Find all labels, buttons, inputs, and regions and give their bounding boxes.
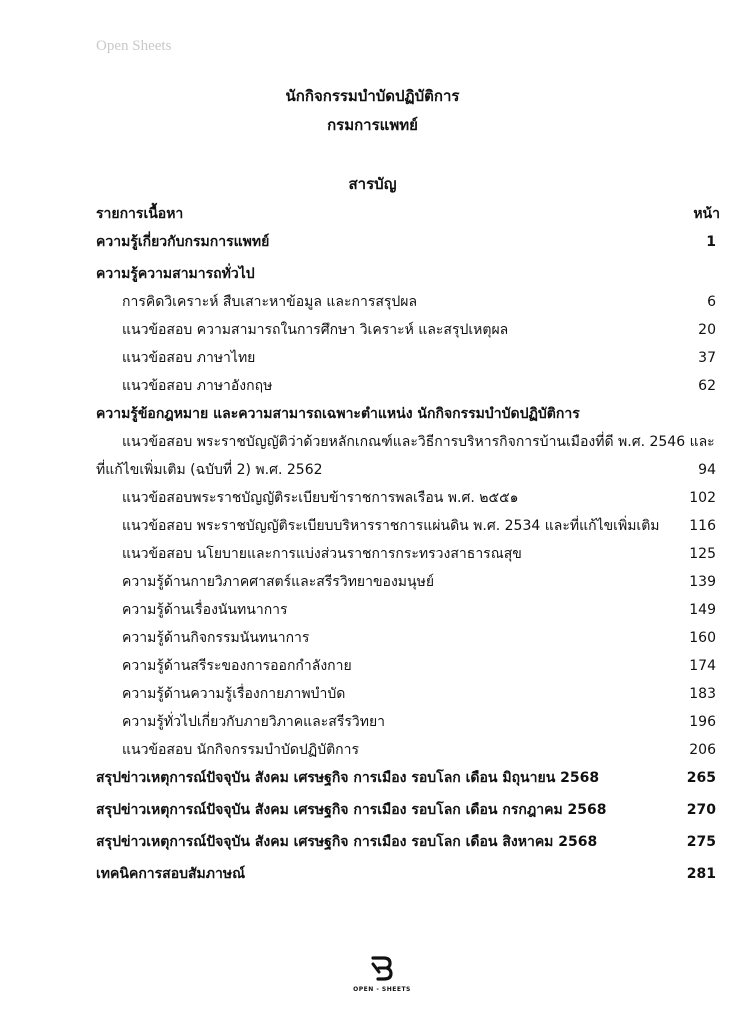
toc-entry-label: แนวข้อสอบ นโยบายและการแบ่งส่วนราชการกระทรวงสาธารณสุข: [122, 546, 522, 562]
toc-entry: [96, 680, 720, 708]
b-logo-icon: [369, 955, 395, 981]
toc-entry-label: สรุปข่าวเหตุการณ์ปัจจุบัน สังคม เศรษฐกิจ การเมือง รอบโลก เดือน กรกฎาคม 2568: [96, 802, 607, 818]
toc-entry-page: 160: [689, 630, 716, 646]
toc-entry: [96, 288, 720, 316]
toc-entry-label: ความรู้ด้านกิจกรรมนันทนาการ: [122, 630, 310, 646]
document-subtitle: กรมการแพทย์: [327, 116, 418, 134]
toc-entry-page: 270: [686, 802, 716, 818]
toc-entry: [96, 228, 720, 256]
toc-entry-label: การคิดวิเคราะห์ สืบเสาะหาข้อมูล และการสรุปผล: [122, 294, 418, 310]
toc-section: [96, 260, 720, 288]
toc-entry-page: 94: [698, 462, 716, 478]
toc-entry-label: ความรู้ด้านสรีระของการออกกำลังกาย: [122, 658, 352, 674]
toc-entry-label: ความรู้เกี่ยวกับกรมการแพทย์: [96, 234, 270, 250]
toc-entry-label: ความรู้ด้านกายวิภาคศาสตร์และสรีรวิทยาของมนุษย์: [122, 574, 435, 590]
toc-entry: [96, 596, 720, 624]
toc-section-label: ความรู้ความสามารถทั่วไป: [96, 266, 255, 282]
toc-entry-page: 20: [698, 322, 716, 338]
toc-entry: [96, 372, 720, 400]
toc-entry-wrapped-line: [96, 428, 720, 456]
toc-entry: [96, 456, 720, 484]
toc-entry-page: 62: [698, 378, 716, 394]
toc-entry: [96, 316, 720, 344]
toc-entry-page: 174: [689, 658, 716, 674]
toc-entry-page: 102: [689, 490, 716, 506]
toc-entry-page: 281: [686, 866, 716, 882]
toc-entry: [96, 708, 720, 736]
toc-entry-page: 206: [689, 742, 716, 758]
toc-entry-label: ความรู้ด้านความรู้เรื่องกายภาพบำบัด: [122, 686, 346, 702]
toc-entry-page: 149: [689, 602, 716, 618]
toc-entry-page: 265: [686, 770, 716, 786]
toc-entry: [96, 736, 720, 764]
toc-header-page: หน้า: [693, 206, 720, 222]
toc-entry-label: ที่แก้ไขเพิ่มเติม (ฉบับที่ 2) พ.ศ. 2562: [96, 462, 323, 478]
toc-entry: [96, 484, 720, 512]
table-of-contents: [96, 200, 720, 888]
toc-entry-page: 37: [698, 350, 716, 366]
toc-section-label: ความรู้ข้อกฎหมาย และความสามารถเฉพาะตำแหน่ง นักกิจกรรมบำบัดปฏิบัติการ: [96, 406, 580, 422]
toc-entry-page: 275: [686, 834, 716, 850]
logo-text: OPEN - SHEETS: [353, 986, 411, 993]
toc-entry-label: เทคนิคการสอบสัมภาษณ์: [96, 866, 246, 882]
toc-entry: [96, 796, 720, 824]
toc-entry: [96, 344, 720, 372]
toc-title: สารบัญ: [348, 175, 397, 193]
toc-entry-label: แนวข้อสอบ ภาษาอังกฤษ: [122, 378, 273, 394]
document-title: นักกิจกรรมบำบัดปฏิบัติการ: [285, 87, 460, 105]
open-sheets-logo: [352, 955, 412, 993]
toc-entry-label: แนวข้อสอบ พระราชบัญญัติระเบียบบริหารราชการแผ่นดิน พ.ศ. 2534 และที่แก้ไขเพิ่มเติม: [122, 518, 660, 534]
toc-entry-label: แนวข้อสอบ ภาษาไทย: [122, 350, 256, 366]
toc-entry-label: ความรู้ทั่วไปเกี่ยวกับภายวิภาคและสรีรวิทยา: [122, 714, 386, 730]
toc-entry-page: 6: [707, 294, 716, 310]
toc-entry-label: สรุปข่าวเหตุการณ์ปัจจุบัน สังคม เศรษฐกิจ การเมือง รอบโลก เดือน สิงหาคม 2568: [96, 834, 598, 850]
toc-entry: [96, 512, 720, 540]
toc-entry-page: 116: [689, 518, 716, 534]
toc-entry: [96, 764, 720, 792]
toc-entry-page: 139: [689, 574, 716, 590]
toc-entry-label: สรุปข่าวเหตุการณ์ปัจจุบัน สังคม เศรษฐกิจ การเมือง รอบโลก เดือน มิถุนายน 2568: [96, 770, 600, 786]
toc-entry: [96, 828, 720, 856]
toc-header: [96, 200, 720, 228]
toc-entry: [96, 652, 720, 680]
toc-entry-label: แนวข้อสอบ นักกิจกรรมบำบัดปฏิบัติการ: [122, 742, 360, 758]
toc-entry: [96, 860, 720, 888]
toc-entry-page: 196: [689, 714, 716, 730]
toc-entry: [96, 540, 720, 568]
toc-section: [96, 400, 720, 428]
toc-entry-label: ความรู้ด้านเรื่องนันทนาการ: [122, 602, 288, 618]
toc-header-content: รายการเนื้อหา: [96, 206, 184, 222]
toc-entry-page: 1: [706, 234, 716, 250]
toc-entry-page: 125: [689, 546, 716, 562]
watermark: Open Sheets: [96, 38, 172, 54]
toc-entry-label: แนวข้อสอบพระราชบัญญัติระเบียบข้าราชการพลเรือน พ.ศ. ๒๕๕๑: [122, 490, 519, 506]
toc-entry: [96, 568, 720, 596]
toc-entry-label: แนวข้อสอบ พระราชบัญญัติว่าด้วยหลักเกณฑ์และวิธีการบริหารกิจการบ้านเมืองที่ดี พ.ศ. 2546 และ: [122, 434, 715, 450]
toc-entry: [96, 624, 720, 652]
toc-entry-label: แนวข้อสอบ ความสามารถในการศึกษา วิเคราะห์ และสรุปเหตุผล: [122, 322, 509, 338]
toc-entry-page: 183: [689, 686, 716, 702]
